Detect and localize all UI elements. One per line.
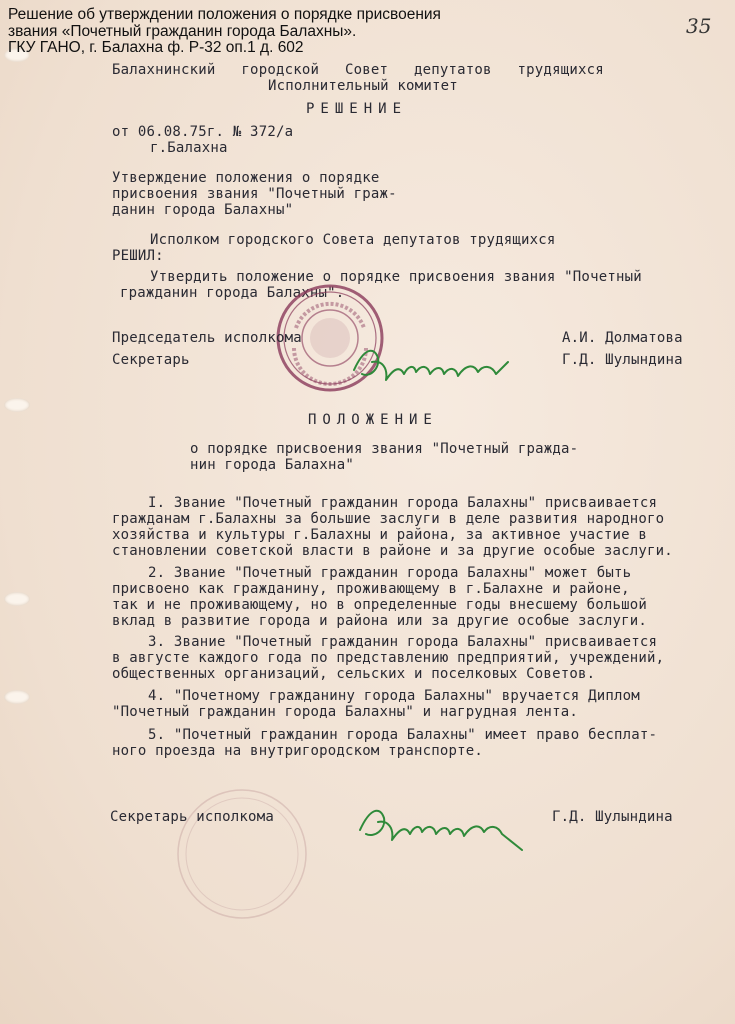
decision-title: РЕШЕНИЕ bbox=[306, 101, 408, 117]
regulation-item-3: в августе каждого года по представлению предприятий, учреждений, bbox=[112, 650, 665, 666]
regulation-item-1: становлении советской власти в районе и за другие особые заслуги. bbox=[112, 543, 673, 559]
regulation-item-2: вклад в развитие города и района или за другие особые заслуги. bbox=[112, 613, 647, 629]
secretary-name: Г.Д. Шулындина bbox=[562, 352, 683, 368]
decision-date-number: от 06.08.75г. № 372/а bbox=[112, 124, 294, 140]
caption-line: ГКУ ГАНО, г. Балахна ф. Р-32 оп.1 д. 602 bbox=[8, 39, 304, 56]
regulation-item-3: 3. Звание "Почетный гражданин города Балахны" присваивается bbox=[148, 634, 658, 650]
resolved-word: РЕШИЛ: bbox=[112, 248, 164, 264]
paper-hole bbox=[4, 690, 30, 704]
paper-hole bbox=[4, 592, 30, 606]
subject-line: данин города Балахны" bbox=[112, 202, 294, 218]
regulation-title: ПОЛОЖЕНИЕ bbox=[308, 412, 438, 428]
regulation-item-2: присвоено как гражданину, проживающему в г.Балахне и районе, bbox=[112, 581, 630, 597]
subject-line: Утверждение положения о порядке bbox=[112, 170, 380, 186]
caption-line: звания «Почетный гражданин города Балахны». bbox=[8, 22, 357, 40]
chair-title: Председатель исполкома bbox=[112, 330, 302, 346]
regulation-subtitle-line: нин города Балахна" bbox=[190, 457, 354, 473]
archive-page-number: 35 bbox=[686, 14, 712, 38]
secretary-title: Секретарь bbox=[112, 352, 190, 368]
footer-secretary-signature bbox=[352, 800, 532, 858]
regulation-item-2: 2. Звание "Почетный гражданин города Балахны" может быть bbox=[148, 565, 632, 581]
archive-caption bbox=[8, 7, 608, 57]
resolution-line: Утвердить положение о порядке присвоения звания "Почетный bbox=[150, 269, 642, 285]
footer-secretary-name: Г.Д. Шулындина bbox=[552, 809, 673, 825]
regulation-item-4: "Почетный гражданин города Балахны" и нагрудная лента. bbox=[112, 704, 578, 720]
regulation-item-5: 5. "Почетный гражданин города Балахны" имеет право бесплат- bbox=[148, 727, 658, 743]
chair-name: А.И. Долматова bbox=[562, 330, 683, 346]
secretary-signature bbox=[348, 344, 518, 394]
regulation-item-2: так и не проживающему, но в определенные годы внесшему большой bbox=[112, 597, 647, 613]
caption-line: Решение об утверждении положения о порядке присвоения bbox=[8, 6, 441, 23]
decision-place: г.Балахна bbox=[150, 140, 228, 156]
regulation-item-5: ного проезда на внутригородском транспорте. bbox=[112, 743, 484, 759]
resolution-line: гражданин города Балахны". bbox=[120, 285, 345, 301]
subject-line: присвоения звания "Почетный граж- bbox=[112, 186, 397, 202]
regulation-item-1: гражданам г.Балахны за большие заслуги в деле развития народного bbox=[112, 511, 665, 527]
organization-subtitle: Исполнительный комитет bbox=[268, 78, 458, 94]
regulation-item-3: общественных организаций, сельских и поселковых Советов. bbox=[112, 666, 596, 682]
faded-seal-imprint bbox=[172, 784, 312, 924]
paper-hole bbox=[4, 398, 30, 412]
footer-secretary-title: Секретарь исполкома bbox=[110, 809, 274, 825]
regulation-item-1: I. Звание "Почетный гражданин города Балахны" присваивается bbox=[148, 495, 658, 511]
regulation-subtitle-line: о порядке присвоения звания "Почетный гражда- bbox=[190, 441, 579, 457]
organization-name: Балахнинский городской Совет депутатов трудящихся bbox=[112, 62, 604, 78]
regulation-item-1: хозяйства и культуры г.Балахны и района, за активное участие в bbox=[112, 527, 647, 543]
regulation-item-4: 4. "Почетному гражданину города Балахны" вручается Диплом bbox=[148, 688, 640, 704]
preamble-line: Исполком городского Совета депутатов трудящихся bbox=[150, 232, 556, 248]
